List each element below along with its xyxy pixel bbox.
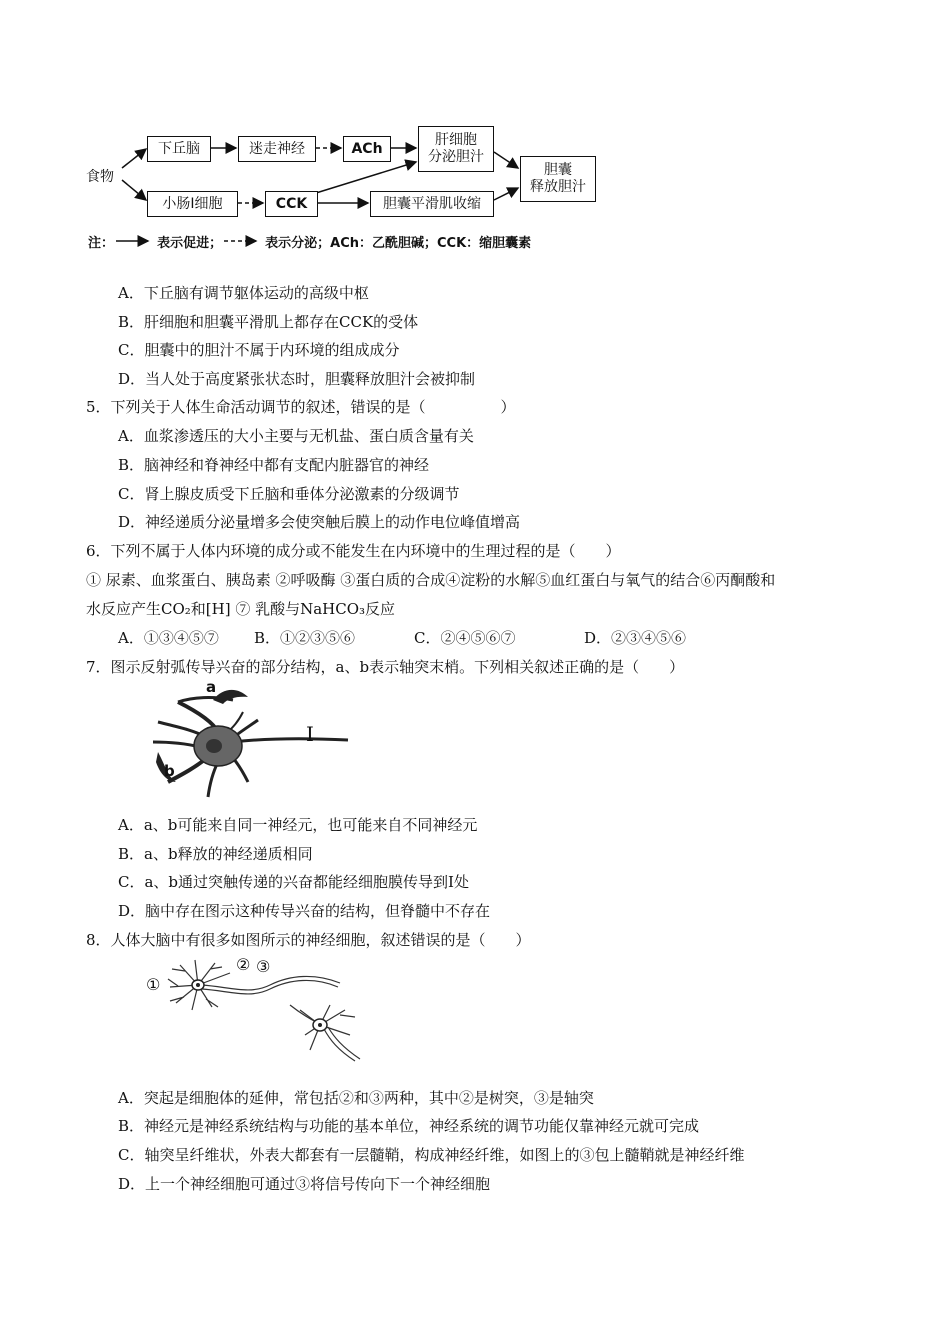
q5-option-a: A．血浆渗透压的大小主要与无机盐、蛋白质含量有关 [118, 427, 474, 445]
q4-option-a: A．下丘脑有调节躯体运动的高级中枢 [118, 284, 369, 302]
flow-cck: CCK [265, 191, 318, 217]
q7-option-c: C．a、b通过突触传递的兴奋都能经细胞膜传导到Ⅰ处 [118, 873, 469, 891]
q6-body-1: ① 尿素、血浆蛋白、胰岛素 ②呼吸酶 ③蛋白质的合成④淀粉的水解⑤血红蛋白与氧气的结合⑥丙酮酸和 [86, 571, 776, 589]
flow-note [88, 232, 531, 251]
q5-option-c: C．肾上腺皮质受下丘脑和垂体分泌激素的分级调节 [118, 485, 460, 503]
q6-stem: 6．下列不属于人体内环境的成分或不能发生在内环境中的生理过程的是（ ） [86, 542, 621, 560]
q6-option-d: D．②③④⑤⑥ [584, 629, 687, 647]
q7-label-a: a [206, 678, 217, 696]
q6-option-c: C．②④⑤⑥⑦ [414, 629, 516, 647]
q5-stem: 5．下列关于人体生命活动调节的叙述，错误的是（ ） [86, 398, 516, 416]
q5-option-d: D．神经递质分泌量增多会使突触后膜上的动作电位峰值增高 [118, 513, 521, 531]
flow-food: 食物 [86, 169, 114, 185]
q8-option-d: D．上一个神经细胞可通过③将信号传向下一个神经细胞 [118, 1175, 491, 1193]
q7-option-d: D．脑中存在图示这种传导兴奋的结构，但脊髓中不存在 [118, 902, 491, 920]
flow-ach: ACh [343, 136, 391, 162]
q8-label-3: ③ [256, 957, 271, 976]
q6-option-a: A．①③④⑤⑦ [118, 629, 219, 647]
flow-hypothalamus: 下丘脑 [147, 136, 211, 162]
note-promote: 表示促进； [157, 236, 223, 251]
q7-label-I: I [306, 722, 314, 746]
q8-stem: 8．人体大脑中有很多如图所示的神经细胞，叙述错误的是（ ） [86, 931, 531, 949]
note-secrete: 表示分泌；ACh：乙酰胆碱；CCK：缩胆囊素 [265, 236, 532, 251]
q4-option-d: D．当人处于高度紧张状态时，胆囊释放胆汁会被抑制 [118, 370, 476, 388]
q5-option-b: B．脑神经和脊神经中都有支配内脏器官的神经 [118, 456, 430, 474]
q8-option-b: B．神经元是神经系统结构与功能的基本单位，神经系统的调节功能仅靠神经元就可完成 [118, 1117, 700, 1135]
q7-option-b: B．a、b释放的神经递质相同 [118, 845, 313, 863]
q4-option-b: B．肝细胞和胆囊平滑肌上都存在CCK的受体 [118, 313, 419, 331]
flow-gall-line2: 释放胆汁 [530, 179, 586, 195]
q8-option-a: A．突起是细胞体的延伸，常包括②和③两种，其中②是树突，③是轴突 [118, 1089, 594, 1107]
q7-stem: 7．图示反射弧传导兴奋的部分结构，a、b表示轴突末梢。下列相关叙述正确的是（ ） [86, 658, 685, 676]
flow-gall-line1: 胆囊 [544, 162, 572, 178]
flow-gallbladder [520, 156, 596, 202]
flow-smooth-muscle: 胆囊平滑肌收缩 [370, 191, 494, 217]
flow-vagus: 迷走神经 [238, 136, 316, 162]
q6-option-b: B．①②③⑤⑥ [254, 629, 356, 647]
q7-option-a: A．a、b可能来自同一神经元，也可能来自不同神经元 [118, 816, 478, 834]
q4-option-c: C．胆囊中的胆汁不属于内环境的组成成分 [118, 341, 400, 359]
note-prefix: 注： [88, 236, 115, 251]
q8-label-1: ① [146, 975, 161, 994]
flow-liver [418, 126, 494, 172]
q7-label-b: b [164, 762, 175, 780]
flow-liver-line2: 分泌胆汁 [428, 149, 484, 165]
q6-body-2: 水反应产生CO₂和[H] ⑦ 乳酸与NaHCO₃反应 [86, 600, 396, 618]
q8-label-2: ② [236, 955, 251, 974]
q7-neuron-drawing [138, 682, 358, 807]
flow-intestine: 小肠Ⅰ细胞 [147, 191, 238, 217]
q8-option-c: C．轴突呈纤维状，外表大都套有一层髓鞘，构成神经纤维，如图上的③包上髓鞘就是神经纤维 [118, 1146, 745, 1164]
flow-liver-line1: 肝细胞 [435, 132, 477, 148]
